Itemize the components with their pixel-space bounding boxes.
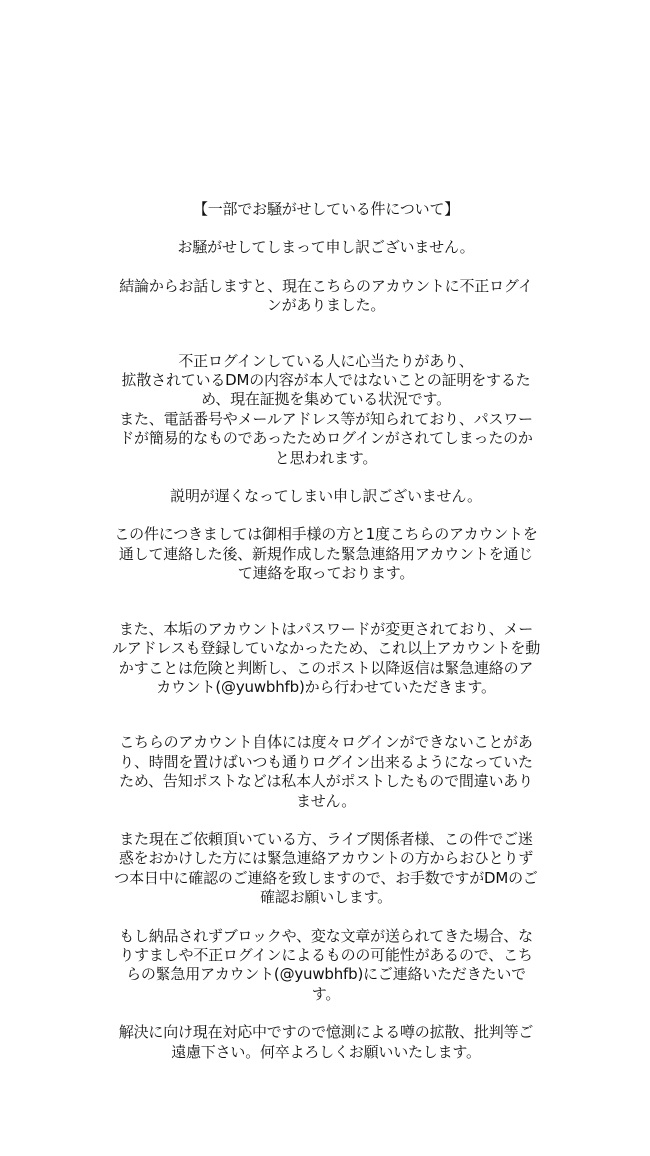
paragraph-late-explanation: 説明が遅くなってしまい申し訳ございません。 bbox=[170, 487, 482, 506]
paragraph-clients: また現在ご依頼頂いている方、ライブ関係者様、この件でご迷惑をおかけした方には緊急連絡アカウントの方からおひとりずつ本日中に確認のご連絡を致しますので、お手数ですがDMのご確認お願いします。 bbox=[114, 829, 538, 907]
paragraph-apology: お騒がせしてしまって申し訳ございません。 bbox=[177, 238, 475, 257]
paragraph-login-issues: こちらのアカウント自体には度々ログインができないことがあり、時間を置けばいつも通りログイン出来るようになっていたため、告知ポストなどは私本人がポストしたもので間違いありません。 bbox=[119, 733, 533, 810]
paragraph-impersonation: もし納品されずブロックや、変な文章が送られてきた場合、なりすましや不正ログインによるものの可能性があるので、こちらの緊急用アカウント(@yuwbhfb)にご連絡いただきたいです。 bbox=[119, 926, 533, 1003]
paragraph-conclusion: 結論からお話しますと、現在こちらのアカウントに不正ログインがありました。 bbox=[119, 276, 533, 315]
paragraph-evidence: 不正ログインしている人に心当たりがあり、 拡散されているDMの内容が本人ではないことの証明をするため、現在証拠を集めている状況です。 また、電話番号やメールアドレス等が知られており、パスワードが簡易的なものであったためログインがされてしまったのかと思われます。 bbox=[119, 351, 533, 467]
notice-body bbox=[112, 200, 540, 1062]
paragraph-main-account: また、本垢のアカウントはパスワードが変更されており、メールアドレスも登録していなかったため、これ以上アカウントを動かすことは危険と判断し、このポスト以降返信は緊急連絡のアカウント(@yuwbhfb)から行わせていただきます。 bbox=[112, 619, 541, 696]
notice-title: 【一部でお騒がせしている件について】 bbox=[192, 200, 460, 218]
paragraph-closing: 解決に向け現在対応中ですので憶測による噂の拡散、批判等ご遠慮下さい。何卒よろしくお願いいたします。 bbox=[118, 1023, 534, 1061]
paragraph-contact: この件につきましては御相手様の方と1度こちらのアカウントを通して連絡した後、新規作成した緊急連絡用アカウントを通じて連絡を取っております。 bbox=[114, 525, 538, 583]
